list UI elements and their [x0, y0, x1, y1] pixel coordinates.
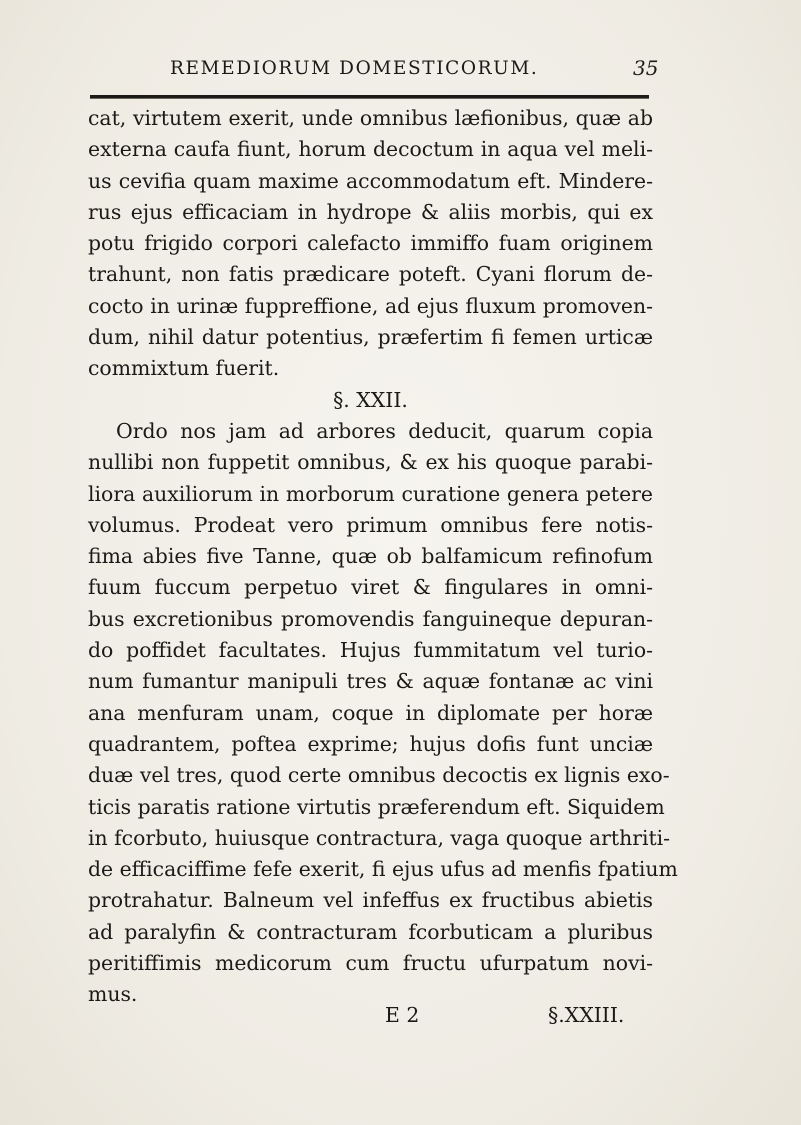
text-line: de efficaciffime fefe exerit, fi ejus ufus ad menfis fpatium — [88, 857, 678, 882]
signature-mark: E 2 — [385, 1003, 420, 1027]
text-line: protrahatur. Balneum vel infeffus ex fructibus abietis — [88, 888, 653, 913]
body-text — [88, 103, 678, 1011]
text-line: us cevifia quam maxime accommodatum eft. Mindere- — [88, 168, 653, 193]
text-line: trahunt, non fatis prædicare poteft. Cyani florum de- — [88, 262, 653, 287]
page-number: 35 — [633, 56, 659, 80]
text-line: quadrantem, poftea exprime; hujus dofis funt unciæ — [88, 731, 653, 756]
text-line: ad paralyfin & contracturam fcorbuticam a pluribus — [88, 919, 653, 944]
paragraph-2 — [88, 416, 678, 1011]
text-line: peritiffimis medicorum cum fructu ufurpatum novi- — [88, 951, 653, 976]
text-line: bus excretionibus promovendis fanguineque depuran- — [88, 606, 653, 631]
text-line: cat, virtutem exerit, unde omnibus læfionibus, quæ ab — [88, 106, 653, 130]
text-line: commixtum fuerit. — [88, 356, 280, 381]
text-line: cocto in urinæ fuppreffione, ad ejus fluxum promoven- — [88, 293, 653, 318]
text-line: duæ vel tres, quod certe omnibus decoctis ex lignis exo- — [88, 763, 670, 788]
text-line: potu frigido corpori calefacto immiffo fuam originem — [88, 231, 653, 256]
catchword: §.XXIII. — [548, 1003, 625, 1027]
section-heading: §. XXII. — [333, 387, 408, 412]
text-line: do poffidet facultates. Hujus fummitatum vel turio- — [88, 638, 653, 663]
paragraph-1 — [88, 103, 653, 385]
running-title: REMEDIORUM DOMESTICORUM. — [170, 58, 539, 79]
text-line: rus ejus efficaciam in hydrope & aliis morbis, qui ex — [88, 199, 653, 224]
text-line: fima abies five Tanne, quæ ob balfamicum refinofum — [88, 544, 653, 569]
text-line: num fumantur manipuli tres & aquæ fontanæ ac vini — [88, 669, 653, 694]
text-line: fuum fuccum perpetuo viret & fingulares in omni- — [88, 575, 653, 600]
text-line: ticis paratis ratione virtutis præferendum eft. Siquidem — [88, 794, 665, 819]
text-line: mus. — [88, 982, 138, 1007]
text-line: liora auxiliorum in morborum curatione genera petere — [88, 481, 653, 506]
text-line: ana menfuram unam, coque in diplomate per horæ — [88, 700, 653, 725]
text-line: externa caufa fiunt, horum decoctum in aqua vel meli- — [88, 137, 653, 162]
text-line: dum, nihil datur potentius, præfertim fi femen urticæ — [88, 325, 653, 350]
text-line: in fcorbuto, huiusque contractura, vaga quoque arthriti- — [88, 825, 671, 850]
text-line: Ordo nos jam ad arbores deducit, quarum copia — [116, 418, 653, 443]
text-line: volumus. Prodeat vero primum omnibus fere notis- — [88, 512, 653, 537]
header-rule — [90, 95, 649, 99]
text-line: nullibi non fuppetit omnibus, & ex his quoque parabi- — [88, 450, 653, 475]
